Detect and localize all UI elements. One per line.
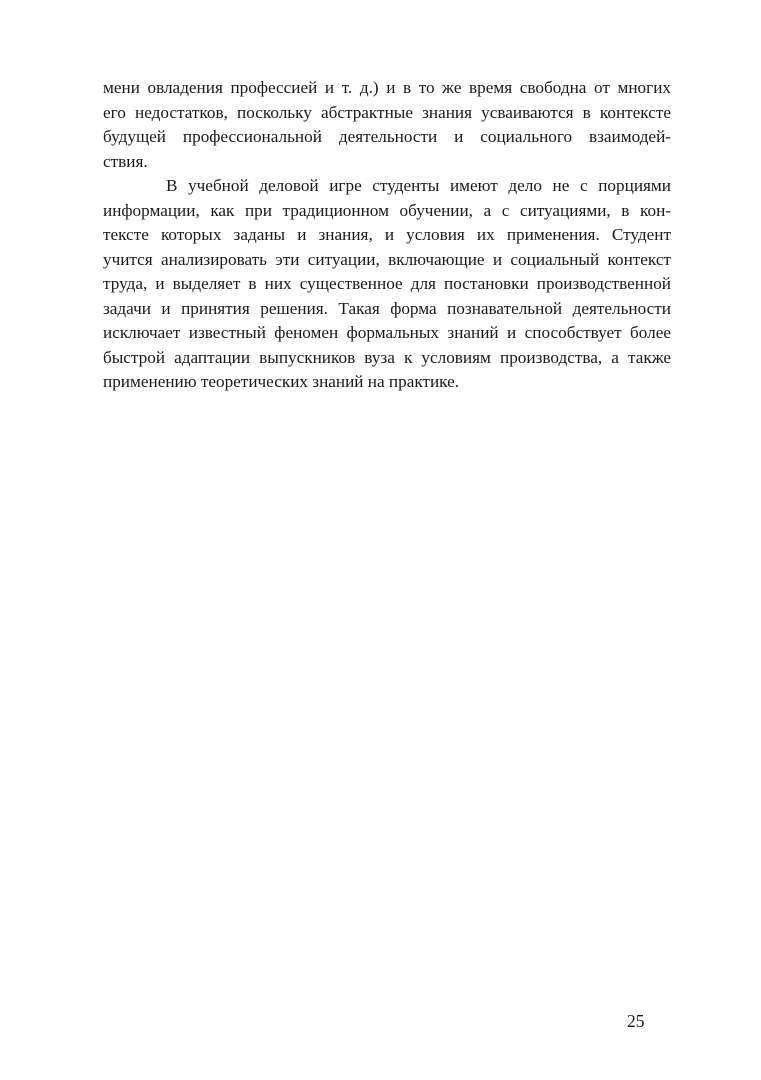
text-line: В учебной деловой игре студенты имеют дело не с порциями [166, 176, 671, 195]
text-line: информации, как при традиционном обучении, а с ситуациями, в кон- [103, 200, 671, 220]
text-line: его недостатков, поскольку абстрактные знания усваиваются в контексте [103, 102, 671, 122]
text-line: труда, и выделяет в них существенное для постановки производственной [103, 274, 671, 293]
text-line: будущей профессиональной деятельности и социального взаимодей- [103, 127, 671, 146]
body-text [103, 76, 671, 395]
text-line: быстрой адаптации выпускников вуза к условиям производства, а также [103, 347, 671, 367]
text-line: ствия. [103, 151, 148, 171]
paragraph-1 [103, 76, 671, 174]
text-line: исключает известный феномен формальных знаний и способствует более [103, 323, 671, 342]
paragraph-2 [103, 174, 671, 395]
text-line: применению теоретических знаний на практике. [103, 372, 460, 391]
text-line: задачи и принятия решения. Такая форма познавательной деятельности [103, 298, 671, 318]
text-line: учится анализировать эти ситуации, включающие и социальный контекст [103, 249, 671, 269]
text-line: мени овладения профессией и т. д.) и в то же время свободна от многих [103, 78, 671, 97]
text-line: тексте которых заданы и знания, и условия их применения. Студент [103, 225, 671, 244]
page-number: 25 [627, 1011, 645, 1031]
